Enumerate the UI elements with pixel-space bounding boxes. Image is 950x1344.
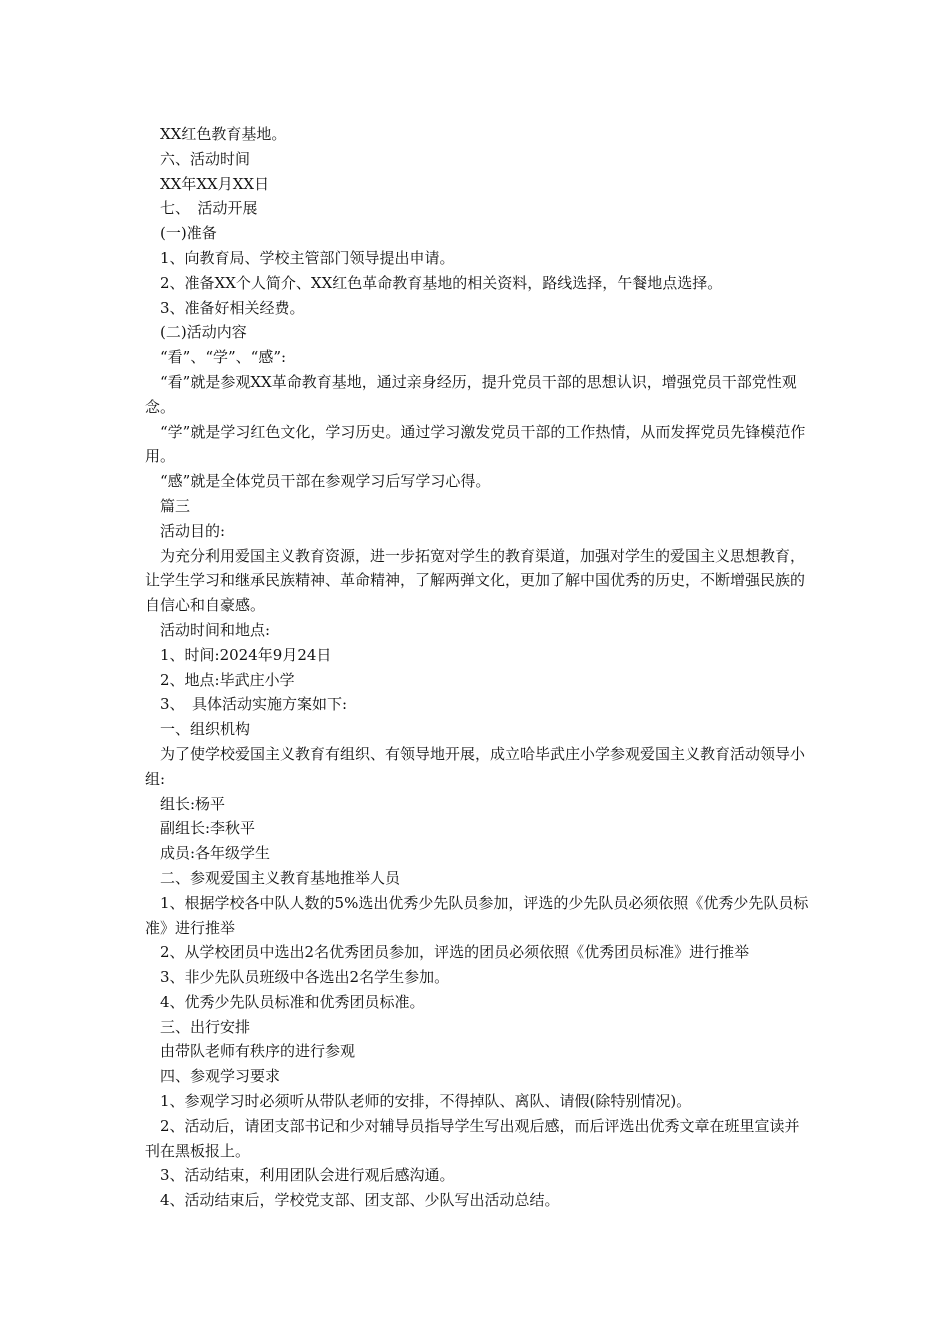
list-item: 1、根据学校各中队人数的5%选出优秀少先队员参加，评选的少先队员必须依照《优秀少先队员标准》进行推举 bbox=[145, 893, 809, 937]
paragraph: 副组长:李秋平 bbox=[160, 819, 256, 838]
section-heading: 七、 活动开展 bbox=[160, 199, 258, 218]
paragraph: “感”就是全体党员干部在参观学习后写学习心得。 bbox=[160, 472, 491, 491]
subsection-heading: (二)活动内容 bbox=[160, 323, 247, 342]
section-heading: 六、活动时间 bbox=[160, 149, 251, 168]
section-heading: 二、参观爱国主义教育基地推举人员 bbox=[160, 868, 401, 887]
section-heading: 四、参观学习要求 bbox=[160, 1067, 281, 1086]
list-item: 2、从学校团员中选出2名优秀团员参加，评选的团员必须依照《优秀团员标准》进行推举 bbox=[160, 943, 750, 962]
subsection-heading: (一)准备 bbox=[160, 224, 217, 243]
list-item: 3、 具体活动实施方案如下: bbox=[160, 695, 348, 714]
list-item: 1、时间:2024年9月24日 bbox=[160, 645, 332, 664]
paragraph: 活动时间和地点: bbox=[160, 620, 271, 639]
paragraph: XX红色教育基地。 bbox=[160, 125, 287, 143]
paragraph: 由带队老师有秩序的进行参观 bbox=[160, 1042, 356, 1061]
list-item: 4、优秀少先队员标准和优秀团员标准。 bbox=[160, 992, 425, 1011]
paragraph: 为充分利用爱国主义教育资源，进一步拓宽对学生的教育渠道，加强对学生的爱国主义思想教育，让学生学习和继承民族精神、革命精神，了解两弹文化，更加了解中国优秀的历史，不断增强民族的自信心和自豪感。 bbox=[145, 546, 806, 615]
document-body bbox=[145, 122, 810, 1213]
list-item: 4、活动结束后，学校党支部、团支部、少队写出活动总结。 bbox=[160, 1191, 560, 1210]
list-item: 2、活动后，请团支部书记和少对辅导员指导学生写出观后感，而后评选出优秀文章在班里宣读并刊在黑板报上。 bbox=[145, 1116, 800, 1160]
paragraph: 活动目的: bbox=[160, 521, 226, 540]
paragraph: “看”就是参观XX革命教育基地，通过亲身经历，提升党员干部的思想认识，增强党员干部党性观念。 bbox=[145, 372, 797, 416]
paragraph: 组长:杨平 bbox=[160, 794, 226, 813]
list-item: 1、参观学习时必须听从带队老师的安排，不得掉队、离队、请假(除特别情况)。 bbox=[160, 1092, 692, 1111]
paragraph: 为了使学校爱国主义教育有组织、有领导地开展，成立哈毕武庄小学参观爱国主义教育活动领导小组: bbox=[145, 744, 806, 788]
list-item: 3、准备好相关经费。 bbox=[160, 298, 305, 317]
list-item: 3、非少先队员班级中各选出2名学生参加。 bbox=[160, 968, 450, 987]
list-item: 2、地点:毕武庄小学 bbox=[160, 670, 295, 689]
list-item: 3、活动结束，利用团队会进行观后感沟通。 bbox=[160, 1166, 455, 1185]
list-item: 2、准备XX个人简介、XX红色革命教育基地的相关资料，路线选择，午餐地点选择。 bbox=[160, 273, 723, 292]
paragraph: 成员:各年级学生 bbox=[160, 844, 271, 863]
paragraph: “学”就是学习红色文化，学习历史。通过学习激发党员干部的工作热情，从而发挥党员先锋模范作用。 bbox=[145, 422, 806, 466]
part-heading: 篇三 bbox=[160, 496, 191, 515]
paragraph: XX年XX月XX日 bbox=[160, 174, 270, 193]
paragraph: “看”、“学”、“感”: bbox=[160, 348, 287, 367]
section-heading: 三、出行安排 bbox=[160, 1017, 251, 1036]
list-item: 1、向教育局、学校主管部门领导提出申请。 bbox=[160, 248, 455, 267]
section-heading: 一、组织机构 bbox=[160, 720, 251, 739]
